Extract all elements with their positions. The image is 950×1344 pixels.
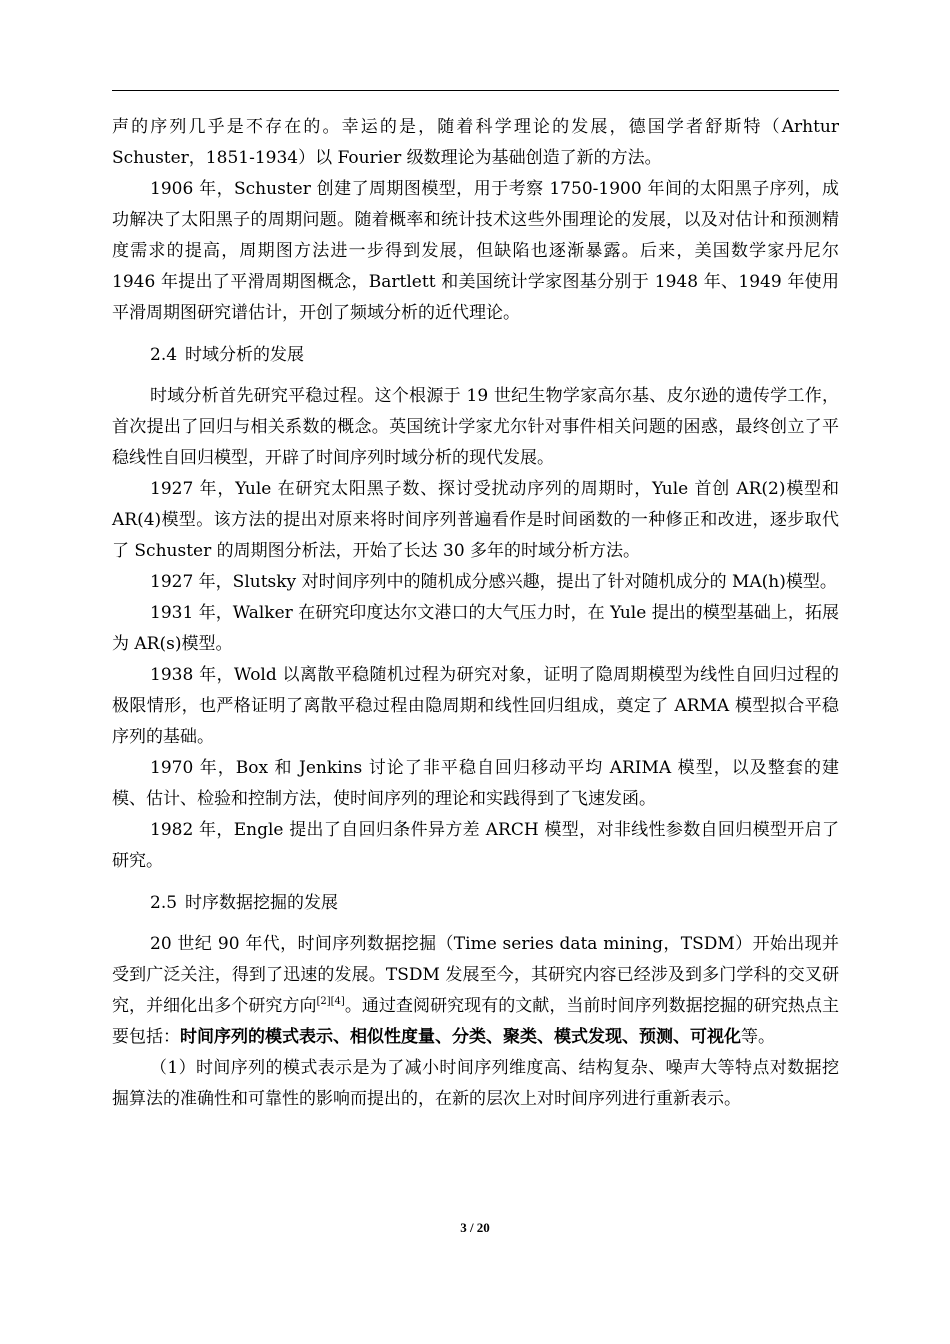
paragraph: 1931 年，Walker 在研究印度达尔文港口的大气压力时，在 Yule 提出的模型基础上，拓展为 AR(s)模型。	[112, 603, 839, 654]
paragraph: 1970 年，Box 和 Jenkins 讨论了非平稳自回归移动平均 ARIMA 模型，以及整套的建模、估计、检验和控制方法，使时间序列的理论和实践得到了飞速发函。	[112, 758, 839, 809]
paragraph-text: 等。	[741, 1027, 775, 1047]
citation: [2][4]	[316, 996, 345, 1007]
paragraph: 1982 年，Engle 提出了自回归条件异方差 ARCH 模型，对非线性参数自回归模型开启了研究。	[112, 820, 839, 871]
paragraph: 1927 年，Slutsky 对时间序列中的随机成分感兴趣，提出了针对随机成分的 MA(h)模型。	[150, 572, 837, 592]
section-number: 2.5	[150, 893, 178, 913]
section-heading-2-4	[112, 329, 839, 381]
paragraph: 声的序列几乎是不存在的。幸运的是，随着科学理论的发展，德国学者舒斯特（Arhtur Schuster，1851-1934）以 Fourier 级数理论为基础创造了新的方法。	[112, 117, 839, 168]
paragraph: （1）时间序列的模式表示是为了减小时间序列维度高、结构复杂、噪声大等特点对数据挖掘算法的准确性和可靠性的影响而提出的，在新的层次上对时间序列进行重新表示。	[112, 1058, 839, 1109]
page-body	[112, 112, 839, 1115]
paragraph: 1906 年，Schuster 创建了周期图模型，用于考察 1750-1900 年间的太阳黑子序列，成功解决了太阳黑子的周期问题。随着概率和统计技术这些外围理论的发展，以及对估计和预测精度需求的提高，周期图方法进一步得到发展，但缺陷也逐渐暴露。后来，美国数学家丹尼尔 1946 年提出了平滑周期图概念，Bartlett 和美国统计学家图基分别于 1948 年、1949 年使用平滑周期图研究谱估计，开创了频域分析的近代理论。	[112, 179, 839, 323]
section-title: 时域分析的发展	[185, 345, 305, 365]
section-heading-2-5	[112, 877, 839, 929]
paragraph	[112, 929, 839, 1053]
paragraph: 时域分析首先研究平稳过程。这个根源于 19 世纪生物学家高尔基、皮尔逊的遗传学工作，首次提出了回归与相关系数的概念。英国统计学家尤尔针对事件相关问题的困惑，最终创立了平稳线性自回归模型，开辟了时间序列时域分析的现代发展。	[112, 386, 839, 468]
paragraph-text: 20 世纪 90 年代，时间序列数据挖掘（Time series data mining，TSDM）开始出现并受到广泛关注，得到了迅速的发展。TSDM 发展至今，其研究内容已经涉及到多门学科的交叉研究，并细化出多个研究方向	[112, 934, 839, 1016]
bold-emphasis: 时间序列的模式表示、相似性度量、分类、聚类、模式发现、预测、可视化	[180, 1027, 741, 1047]
paragraph: 1927 年，Yule 在研究太阳黑子数、探讨受扰动序列的周期时，Yule 首创 AR(2)模型和 AR(4)模型。该方法的提出对原来将时间序列普遍看作是时间函数的一种修正和改进，逐步取代了 Schuster 的周期图分析法，开始了长达 30 多年的时域分析方法。	[112, 479, 839, 561]
paragraph-text: 。通过查阅研究现有的文献，当前时间序列数据挖掘的研究热点主要包括：	[112, 996, 839, 1047]
page-number: 3 / 20	[460, 1220, 490, 1235]
header-rule	[112, 90, 839, 91]
paragraph: 1938 年，Wold 以离散平稳随机过程为研究对象，证明了隐周期模型为线性自回归过程的极限情形，也严格证明了离散平稳过程由隐周期和线性回归组成，奠定了 ARMA 模型拟合平稳序列的基础。	[112, 665, 839, 747]
section-number: 2.4	[150, 345, 178, 365]
section-title: 时序数据挖掘的发展	[185, 893, 339, 913]
